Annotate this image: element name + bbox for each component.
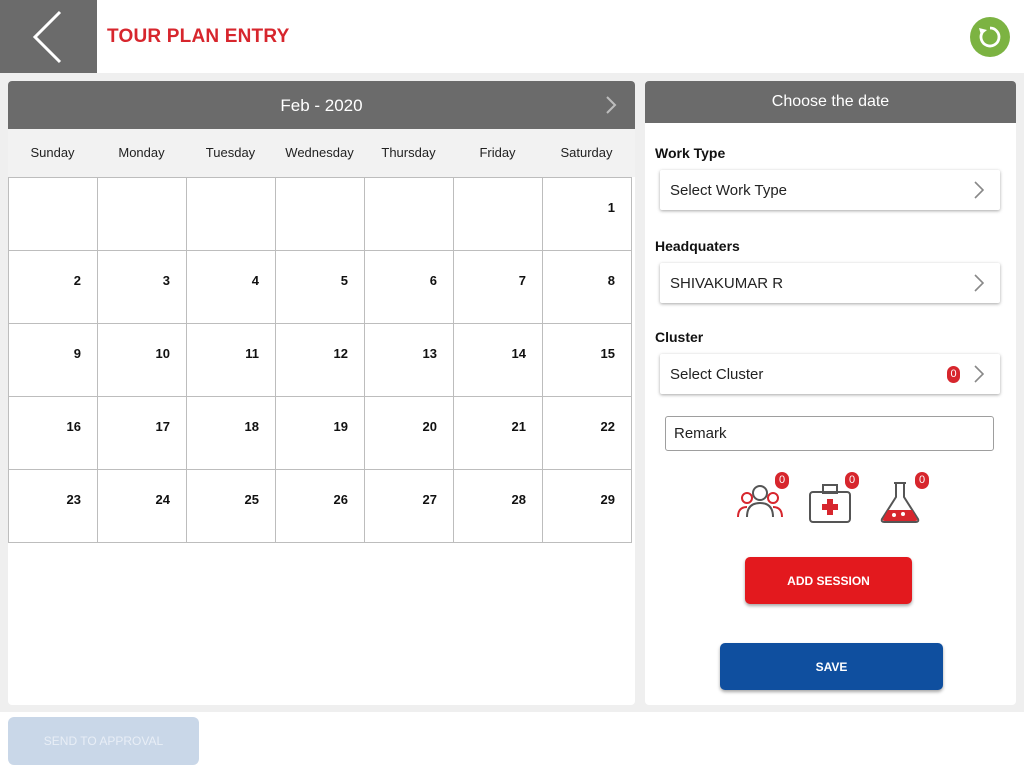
calendar-day-cell[interactable] <box>187 470 276 543</box>
date-form-panel <box>645 81 1016 705</box>
day-number: 22 <box>600 419 615 434</box>
work-type-label: Work Type <box>655 145 726 161</box>
cluster-value: Select Cluster <box>670 366 764 383</box>
refresh-button[interactable] <box>970 17 1010 57</box>
lab-button[interactable] <box>876 474 926 525</box>
day-number: 20 <box>422 419 437 434</box>
calendar-day-cell[interactable] <box>365 470 454 543</box>
calendar-day-cell[interactable] <box>543 251 632 324</box>
cluster-count-badge: 0 <box>947 366 960 383</box>
day-number: 3 <box>162 273 170 288</box>
calendar-day-cell[interactable] <box>276 251 365 324</box>
doctors-count-badge: 0 <box>775 472 789 489</box>
calendar-day-cell[interactable] <box>9 397 98 470</box>
calendar-day-cell[interactable] <box>276 470 365 543</box>
save-button[interactable]: SAVE <box>720 643 943 690</box>
day-number: 7 <box>518 273 526 288</box>
calendar-day-cell[interactable] <box>9 251 98 324</box>
calendar-day-cell[interactable] <box>187 251 276 324</box>
calendar-header <box>8 81 635 129</box>
work-type-selector[interactable] <box>660 170 1000 210</box>
calendar-day-cell[interactable] <box>454 397 543 470</box>
calendar-day-cell[interactable] <box>98 178 187 251</box>
calendar-day-cell[interactable] <box>98 397 187 470</box>
lab-count-badge: 0 <box>915 472 929 489</box>
day-number: 18 <box>244 419 259 434</box>
calendar-day-cell[interactable] <box>543 397 632 470</box>
calendar-day-cell[interactable] <box>543 470 632 543</box>
back-button[interactable] <box>0 0 97 73</box>
day-number: 13 <box>422 346 437 361</box>
remark-input[interactable] <box>665 416 994 451</box>
work-type-value: Select Work Type <box>670 182 787 199</box>
calendar-day-cell[interactable] <box>276 397 365 470</box>
calendar-day-cell[interactable] <box>365 178 454 251</box>
add-session-button[interactable]: ADD SESSION <box>745 557 912 604</box>
day-number: 24 <box>155 492 170 507</box>
calendar-day-cell[interactable] <box>276 178 365 251</box>
calendar-day-cell[interactable] <box>276 324 365 397</box>
calendar-day-cell[interactable] <box>98 324 187 397</box>
weekday-label: Thursday <box>381 145 436 160</box>
calendar-day-cell[interactable] <box>98 470 187 543</box>
calendar-day-cell[interactable] <box>454 470 543 543</box>
chevron-right-icon <box>974 274 984 292</box>
day-number: 15 <box>600 346 615 361</box>
calendar-day-cell[interactable] <box>543 324 632 397</box>
day-number: 21 <box>511 419 526 434</box>
day-number: 5 <box>340 273 348 288</box>
calendar-grid <box>8 177 632 543</box>
weekday-label: Tuesday <box>205 145 256 160</box>
day-number: 12 <box>333 346 348 361</box>
weekday-label: Sunday <box>30 145 75 160</box>
day-number: 14 <box>511 346 526 361</box>
day-number: 11 <box>245 346 259 361</box>
weekday-row <box>8 129 635 177</box>
calendar-day-cell[interactable] <box>365 397 454 470</box>
calendar-day-cell[interactable] <box>187 178 276 251</box>
calendar-day-cell[interactable] <box>98 251 187 324</box>
day-number: 9 <box>73 346 81 361</box>
weekday-label: Friday <box>479 145 516 160</box>
calendar-day-cell[interactable] <box>543 178 632 251</box>
calendar-day-cell[interactable] <box>187 324 276 397</box>
calendar-day-cell[interactable] <box>454 324 543 397</box>
chevron-right-icon <box>974 181 984 199</box>
app-header <box>0 0 1024 73</box>
calendar-day-cell[interactable] <box>454 251 543 324</box>
day-number: 16 <box>66 419 81 434</box>
headquarters-label: Headquaters <box>655 238 740 254</box>
day-number: 19 <box>333 419 348 434</box>
chemist-button[interactable] <box>806 474 856 525</box>
weekday-label: Wednesday <box>285 145 354 160</box>
calendar-day-cell[interactable] <box>365 324 454 397</box>
month-label: Feb - 2020 <box>280 96 363 115</box>
day-number: 6 <box>429 273 437 288</box>
calendar-day-cell[interactable] <box>454 178 543 251</box>
form-heading: Choose the date <box>645 81 1016 123</box>
headquarters-value: SHIVAKUMAR R <box>670 275 784 292</box>
headquarters-selector[interactable] <box>660 263 1000 303</box>
page-title: TOUR PLAN ENTRY <box>107 26 290 47</box>
doctors-button[interactable] <box>736 474 786 525</box>
chevron-left-icon <box>30 10 66 64</box>
day-number: 26 <box>333 492 348 507</box>
calendar-day-cell[interactable] <box>9 470 98 543</box>
calendar-day-cell[interactable] <box>9 178 98 251</box>
day-number: 25 <box>244 492 259 507</box>
day-number: 2 <box>73 273 81 288</box>
send-to-approval-button[interactable]: SEND TO APPROVAL <box>8 717 199 765</box>
day-number: 27 <box>422 492 437 507</box>
day-number: 4 <box>251 273 259 288</box>
weekday-label: Saturday <box>560 145 613 160</box>
chemist-count-badge: 0 <box>845 472 859 489</box>
day-number: 17 <box>155 419 170 434</box>
calendar-day-cell[interactable] <box>9 324 98 397</box>
footer-bar <box>0 712 1024 768</box>
calendar-panel <box>8 81 635 705</box>
refresh-icon <box>978 25 1002 49</box>
chevron-right-icon <box>974 365 984 383</box>
calendar-day-cell[interactable] <box>365 251 454 324</box>
day-number: 23 <box>66 492 81 507</box>
weekday-label: Monday <box>118 145 165 160</box>
day-number: 29 <box>600 492 615 507</box>
calendar-day-cell[interactable] <box>187 397 276 470</box>
cluster-label: Cluster <box>655 329 704 345</box>
cluster-selector[interactable] <box>660 354 1000 394</box>
next-month-chevron-icon[interactable] <box>605 95 617 115</box>
day-number: 28 <box>511 492 526 507</box>
day-number: 8 <box>607 273 615 288</box>
day-number: 1 <box>607 200 615 215</box>
day-number: 10 <box>155 346 170 361</box>
